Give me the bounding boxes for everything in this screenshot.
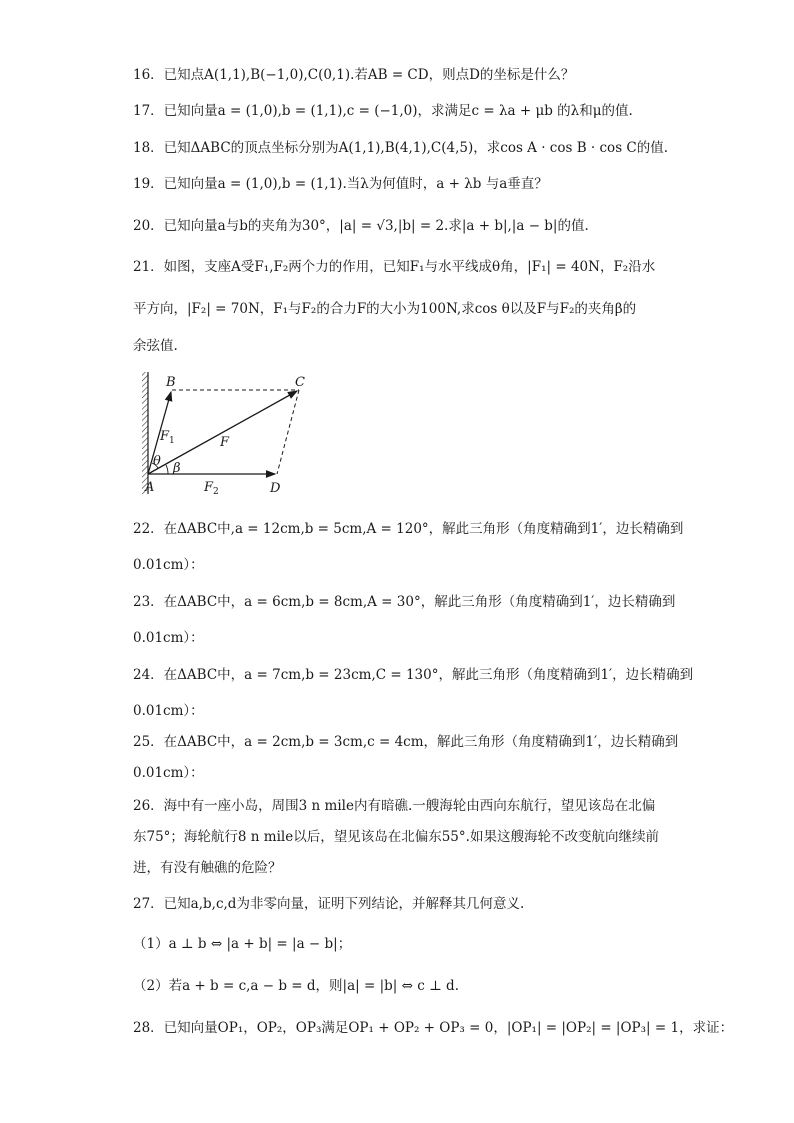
question-23-line-1: 23．在ΔABC中，a = 6cm,b = 8cm,A = 30°，解此三角形（角度精确到1′，边长精确到 [133, 594, 676, 610]
question-27-line-2: （1）a ⊥ b ⇔ |a + b| = |a − b|； [133, 936, 352, 952]
question-25-line-1: 25．在ΔABC中，a = 2cm,b = 3cm,c = 4cm，解此三角形（角度精确到1′，边长精确到 [133, 734, 679, 750]
wall-hatching [142, 372, 148, 494]
label-f2-subscript: 2 [213, 487, 219, 497]
question-27-line-3: （2）若a + b = c,a − b = d，则|a| = |b| ⇔ c ⊥ d. [133, 978, 459, 994]
angle-arc-beta [166, 465, 168, 474]
question-21-line-3: 余弦值. [133, 338, 178, 354]
dashed-cd [277, 390, 299, 474]
question-18: 18．已知ΔABC的顶点坐标分别为A(1,1),B(4,1),C(4,5)，求cos A · cos B · cos C的值. [133, 140, 669, 156]
label-f1-subscript: 1 [169, 436, 175, 446]
label-f2: F [204, 480, 214, 495]
question-16: 16．已知点A(1,1),B(−1,0),C(0,1).若AB = CD，则点D的坐标是什么？ [133, 67, 575, 83]
question-25-line-2: 0.01cm）： [133, 765, 204, 781]
question-26-line-3: 进，有没有触礁的危险？ [133, 860, 282, 876]
force-diagram-svg [132, 368, 332, 498]
vector-f [148, 391, 297, 474]
label-c: C [295, 375, 305, 390]
question-19: 19．已知向量a = (1,0),b = (1,1).当λ为何值时，a + λb 与a垂直？ [133, 176, 548, 192]
question-20: 20．已知向量a与b的夹角为30°，|a| = √3,|b| = 2.求|a + b|,|a − b|的值. [133, 218, 589, 234]
question-21-line-2: 平方向，|F₂| = 70N，F₁与F₂的合力F的大小为100N,求cos θ以及F与F₂的夹角β的 [133, 301, 637, 317]
label-b: B [166, 375, 176, 390]
label-theta: θ [153, 454, 161, 469]
question-24-line-2: 0.01cm）： [133, 703, 204, 719]
question-22-line-2: 0.01cm）： [133, 557, 204, 573]
question-22-line-1: 22．在ΔABC中,a = 12cm,b = 5cm,A = 120°，解此三角形（角度精确到1′，边长精确到 [133, 521, 684, 537]
question-21-line-1: 21．如图，支座A受F₁,F₂两个力的作用，已知F₁与水平线成θ角，|F₁| = 40N，F₂沿水 [133, 259, 656, 275]
label-f: F [220, 435, 230, 450]
label-a: A [145, 480, 155, 495]
question-17: 17．已知向量a = (1,0),b = (1,1),c = (−1,0)，求满足c = λa + μb 的λ和μ的值. [133, 103, 633, 119]
label-beta: β [173, 461, 181, 476]
question-26-line-2: 东75°；海轮航行8 n mile以后，望见该岛在北偏东55°.如果这艘海轮不改变航向继续前 [133, 829, 659, 845]
question-26-line-1: 26．海中有一座小岛，周围3 n mile内有暗礁.一艘海轮由西向东航行，望见该岛在北偏 [133, 798, 656, 814]
force-diagram [132, 368, 332, 498]
question-28-line-1: 28．已知向量OP₁，OP₂，OP₃满足OP₁ + OP₂ + OP₃ = 0，|OP₁| = |OP₂| = |OP₃| = 1，求证： [133, 1020, 734, 1036]
question-23-line-2: 0.01cm）： [133, 630, 204, 646]
question-27-line-1: 27．已知a,b,c,d为非零向量，证明下列结论，并解释其几何意义. [133, 896, 525, 912]
question-24-line-1: 24．在ΔABC中，a = 7cm,b = 23cm,C = 130°，解此三角形（角度精确到1′，边长精确到 [133, 667, 694, 683]
label-f1: F [160, 429, 170, 444]
label-d: D [270, 481, 281, 496]
